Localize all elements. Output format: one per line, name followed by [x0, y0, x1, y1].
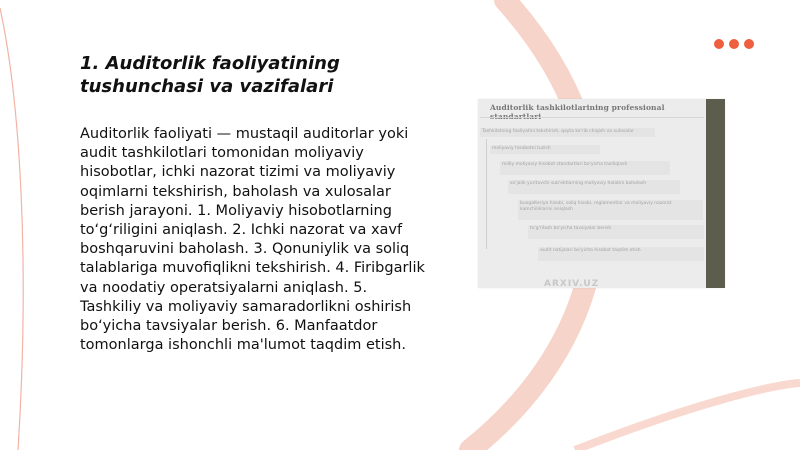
image-row: Tashkilotning faoliyatini tekshirish, qayta ko'rib chiqish va xulosalar [480, 128, 655, 137]
image-row: audit natijalari bo'yicha hisobot taqdim etish [538, 247, 704, 261]
left-decorative-arc [0, 8, 23, 450]
slide-body-text: Auditorlik faoliyati — mustaqil auditorlar yoki audit tashkilotlari tomonidan moliyaviy hisobotlar, ichki nazorat tizimi va moliyaviy oqimlarni tekshirish, baholash va xulosalar berish jarayoni. 1. Moliyaviy hisobotlarning to‘g‘riligini aniqlash. 2. Ichki nazorat va xavf boshqaruvini baholash. 3. Qonuniylik va soliq talablariga muvofiqlikni tekshirish. 4. Firibgarlik va noodatiy operatsiyalarni aniqlash. 5. Tashkiliy va moliyaviy samaradorlikni oshirish bo‘yicha tavsiyalar berish. 6. Manfaatdor tomonlarga ishonchli ma'lumot taqdim etish. [80, 126, 425, 354]
image-row: buxgalteriya hisobi, soliq hisobi, reglamentlar va moliyaviy nazorat kamchiliklarini aniqlash [518, 200, 703, 220]
image-divider [480, 117, 704, 118]
image-row: xo'jalik yurituvchi sub'ektlarning moliyaviy holatini baholash [508, 180, 680, 194]
image-title: Auditorlik tashkilotlarining professional [490, 103, 665, 112]
accent-dot [744, 39, 754, 49]
accent-dots [714, 39, 754, 49]
image-row: milliy moliyaviy hisobot standartlari bo'yicha tasdiqlash [500, 161, 670, 175]
bottom-right-decorative-arc [575, 383, 800, 450]
standards-diagram-image [478, 99, 725, 288]
image-watermark: ARXIV.UZ [544, 279, 600, 288]
accent-dot [714, 39, 724, 49]
image-connector [486, 139, 487, 249]
image-row: to'g'rilash bo'yicha tavsiyalar berish [528, 225, 704, 239]
image-dark-edge [706, 99, 725, 288]
slide-title: 1. Auditorlik faoliyatining tushunchasi va vazifalari [80, 53, 340, 97]
image-row: moliyaviy hisobotni tuzish [490, 145, 600, 154]
accent-dot [729, 39, 739, 49]
